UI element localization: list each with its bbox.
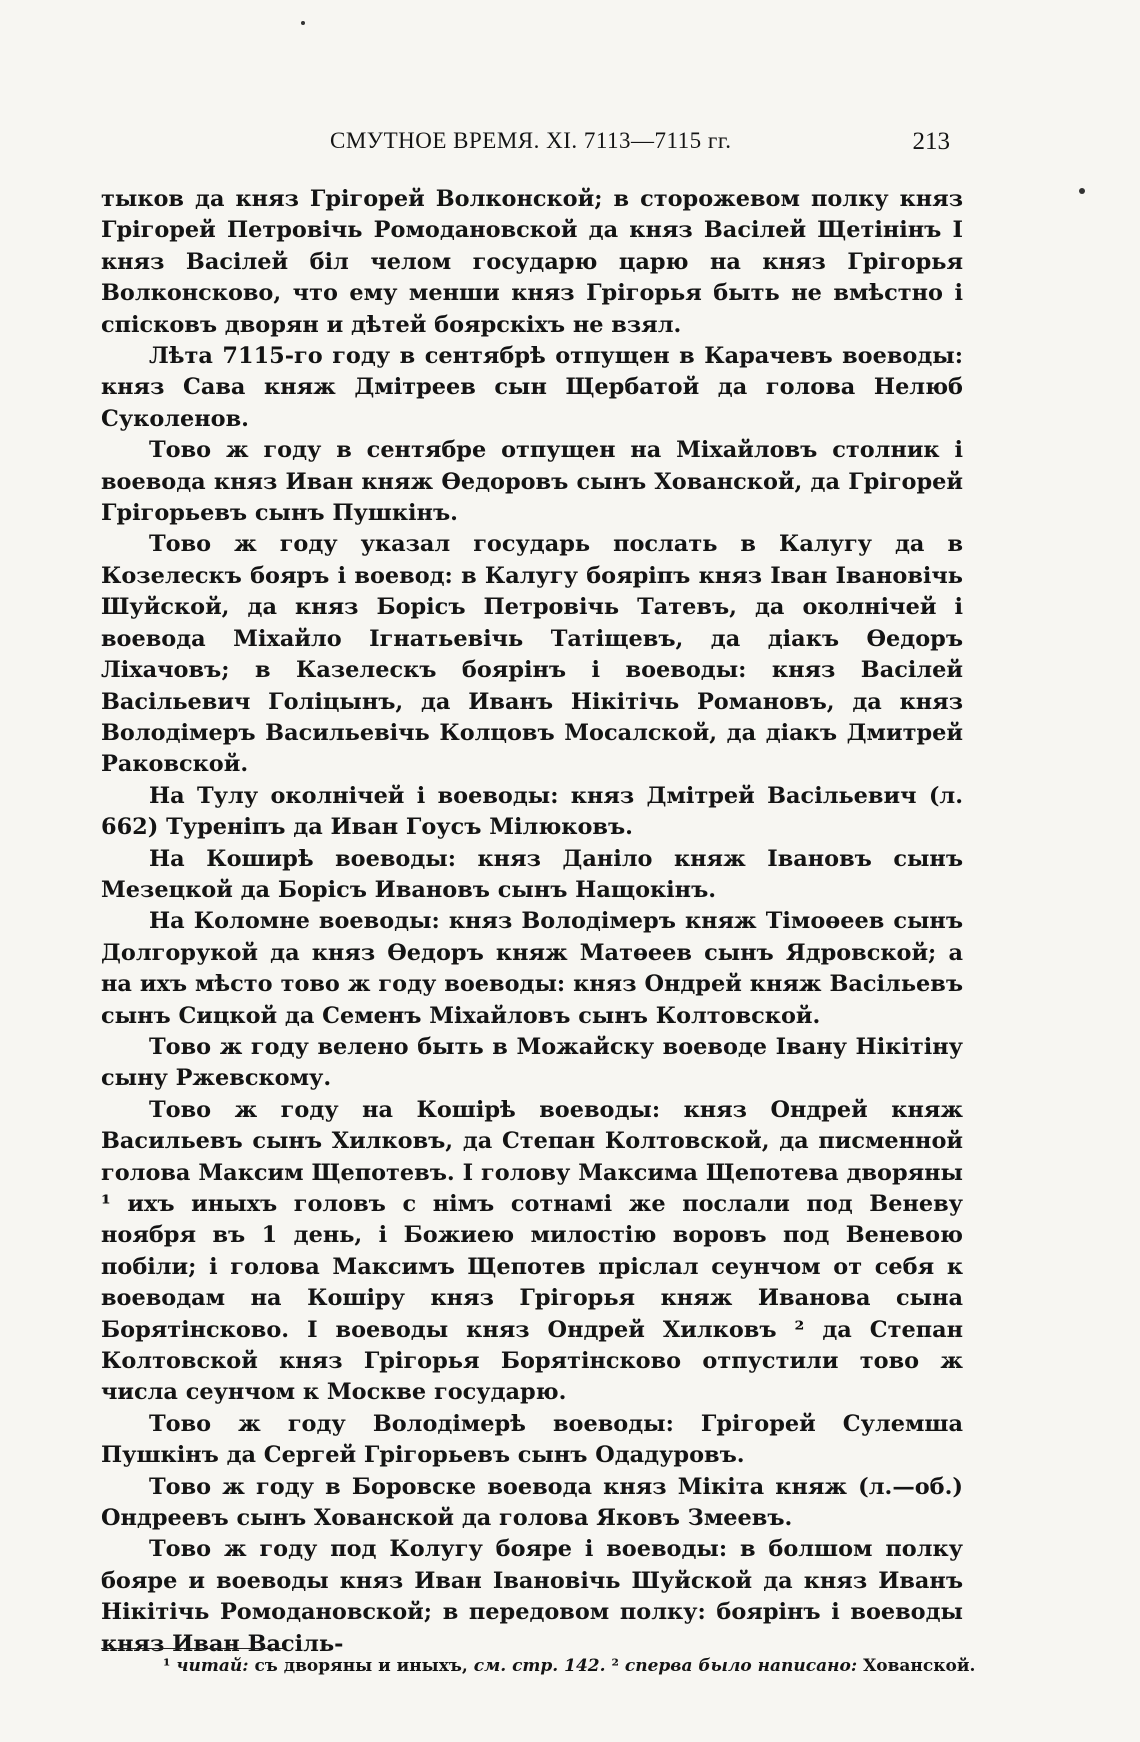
footnotes [163,1656,976,1676]
page-number: 213 [912,128,950,155]
footnote-2-text: Хованской. [863,1656,976,1676]
paragraph: Тово ж году на Кошірѣ воеводы: княз Ондрей княж Васильевъ сынъ Хилковъ, да Степан Колтовской, да писменной голова Максим Щепотевъ. І голову Максима Щепотева дворяны ¹ ихъ иныхъ головъ с німъ сотнамі же послали под Веневу ноября въ 1 день, і Божиею милостію воровъ под Веневою побіли; і голова Максимъ Щепотев пріслал сеунчом от себя к воеводам на Кошіру княз Грігорья княж Иванова сына Борятінсково. І воеводы княз Ондрей Хилковъ ² да Степан Колтовской княз Грігорья Борятінсково отпустили тово ж числа сеунчом к Москве государю. [101,1096,963,1406]
paragraph: На Тулу околнічей і воеводы: княз Дмітрей Васільевич (л. 662) Туреніпъ да Иван Гоусъ Мілюковъ. [101,782,963,841]
running-head [330,128,950,158]
paragraph: На Коширѣ воеводы: княз Даніло княж Івановъ сынъ Мезецкой да Борісъ Ивановъ сынъ Нащокінъ. [101,845,963,903]
paragraph: Тово ж году в сентябре отпущен на Міхайловъ столник і воевода княз Иван княж Өедоровъ сынъ Хованской, да Грігорей Грігорьевъ сынъ Пушкінъ. [101,437,963,527]
footnote-rule [101,1648,284,1649]
footnote-marker-1: ¹ [163,1656,171,1676]
footnote-1-label: читай: [176,1656,249,1676]
paragraph: Тово ж году в Боровске воевода княз Мікіта княж (л.—об.) Ондреевъ сынъ Хованской да голова Яковъ Змеевъ. [101,1473,963,1532]
footnote-1-text: съ дворяны и иныхъ, [254,1656,468,1676]
running-head-title: СМУТНОЕ ВРЕМЯ. XI. 7113—7115 гг. [330,128,732,153]
paragraph: Тово ж году Володімерѣ воеводы: Грігорей Сулемша Пушкінъ да Сергей Грігорьевъ сынъ Одадуровъ. [101,1410,963,1469]
print-speck [1079,188,1085,194]
paragraph: Тово ж году велено быть в Можайску воеводе Івану Нікітіну сыну Ржевскому. [101,1033,963,1092]
paragraph: Тово ж году под Колугу бояре і воеводы: в болшом полку бояре и воеводы княз Иван Івановічь Шуйской да княз Иванъ Нікітічь Ромодановской; в передовом полку: боярінъ і воеводы княз Иван Васіль- [101,1536,963,1657]
body-text [101,184,963,1660]
paragraph: На Коломне воеводы: княз Володімеръ княж Тімоөеев сынъ Долгорукой да княз Өедоръ княж Матөеев сынъ Ядровской; а на ихъ мѣсто тово ж году воеводы: княз Ондрей княж Васільевъ сынъ Сицкой да Семенъ Міхайловъ сынъ Колтовской. [101,908,963,1029]
footnote-2-label: сперва было написано: [624,1656,858,1676]
footnote-marker-2: ² [611,1656,619,1676]
footnote-1-ref: см. стр. 142. [473,1656,606,1676]
paragraph: Тово ж году указал государь послать в Калугу да в Козелескъ бояръ і воевод: в Калугу бояріпъ княз Іван Івановічь Шуйской, да княз Борісъ Петровічь Татевъ, да околнічей і воевода Міхайло Ігнатьевічь Татіщевъ, да діакъ Өедоръ Ліхачовъ; в Казелескъ боярінъ і воеводы: княз Васілей Васільевич Голіцынъ, да Иванъ Нікітічь Романовъ, да княз Володімеръ Васильевічь Колцовъ Мосалской, да діакъ Дмитрей Раковской. [101,531,963,778]
print-speck [301,21,305,25]
paragraph: Лѣта 7115-го году в сентябрѣ отпущен в Карачевъ воеводы: княз Сава княж Дмітреев сын Щербатой да голова Нелюб Суколенов. [101,343,963,432]
paragraph: тыков да княз Грігорей Волконской; в сторожевом полку княз Грігорей Петровічь Ромодановской да княз Васілей Щетінінъ І княз Васілей біл челом государю царю на княз Грігорья Волконсково, что ему менши княз Грігорья быть не вмѣстно і спісковъ дворян и дѣтей боярскіхъ не взял. [101,186,963,338]
